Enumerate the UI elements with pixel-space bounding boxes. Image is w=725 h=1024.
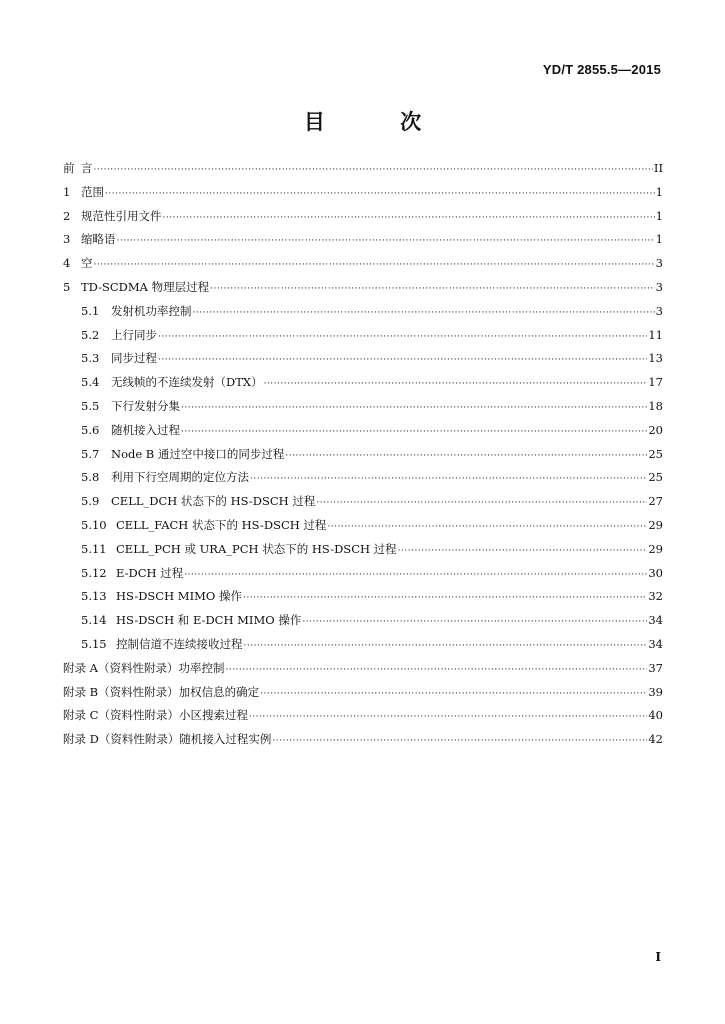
toc-entry[interactable] xyxy=(63,422,663,446)
toc-entry[interactable] xyxy=(63,303,663,327)
table-of-contents xyxy=(63,160,663,755)
toc-entry-title: TD-SCDMA 物理层过程 xyxy=(81,279,210,294)
toc-leader-dots xyxy=(181,403,647,413)
toc-entry[interactable] xyxy=(63,208,663,232)
toc-entry-page: 25 xyxy=(648,446,663,461)
toc-leader-dots xyxy=(316,498,647,508)
toc-entry-page: 29 xyxy=(648,517,663,532)
toc-entry-title: 缩略语 xyxy=(81,232,116,247)
toc-entry-page: 1 xyxy=(655,184,663,199)
toc-leader-dots xyxy=(272,736,647,746)
toc-entry-page: 3 xyxy=(655,256,663,271)
toc-leader-dots xyxy=(302,617,647,627)
toc-entry[interactable] xyxy=(63,565,663,589)
toc-entry-title: 同步过程 xyxy=(111,351,157,366)
page-number: I xyxy=(655,950,661,964)
toc-entry-page: 32 xyxy=(648,589,663,604)
toc-entry-page: 11 xyxy=(648,327,663,342)
toc-entry-title: HS-DSCH MIMO 操作 xyxy=(116,589,242,604)
toc-entry[interactable] xyxy=(63,327,663,351)
document-id: YD/T 2855.5—2015 xyxy=(542,62,661,77)
toc-leader-dots xyxy=(94,165,653,175)
toc-entry-number: 5 xyxy=(63,279,71,294)
toc-entry-page: 3 xyxy=(655,303,663,318)
toc-entry[interactable] xyxy=(63,279,663,303)
toc-entry[interactable] xyxy=(63,255,663,279)
toc-entry-page: 1 xyxy=(655,232,663,247)
toc-entry-title: 附录 A（资料性附录）功率控制 xyxy=(63,660,225,675)
toc-entry-page: 34 xyxy=(648,636,663,651)
toc-entry-page: 27 xyxy=(648,494,663,509)
toc-entry-title: 附录 C（资料性附录）小区搜索过程 xyxy=(63,708,248,723)
toc-entry-number: 5.8 xyxy=(81,470,100,485)
toc-entry-title: 利用下行空周期的定位方法 xyxy=(111,470,249,485)
toc-entry-title: 控制信道不连续接收过程 xyxy=(116,636,243,651)
toc-entry-number: 5.1 xyxy=(81,303,100,318)
toc-entry-title: HS-DSCH 和 E-DCH MIMO 操作 xyxy=(116,613,302,628)
toc-entry-number: 5.4 xyxy=(81,375,100,390)
toc-entry[interactable] xyxy=(63,469,663,493)
toc-entry-page: 13 xyxy=(648,351,663,366)
toc-leader-dots xyxy=(249,712,647,722)
toc-entry-title: 空 xyxy=(81,256,93,271)
toc-entry-number: 5.12 xyxy=(81,565,107,580)
toc-entry-title: Node B 通过空中接口的同步过程 xyxy=(111,446,285,461)
toc-entry-title: 范围 xyxy=(81,184,104,199)
toc-entry-title: 言 xyxy=(81,161,93,175)
toc-leader-dots xyxy=(250,474,647,484)
toc-leader-dots xyxy=(163,213,655,223)
toc-entry-title: 下行发射分集 xyxy=(111,398,180,413)
toc-leader-dots xyxy=(181,427,647,437)
toc-entry-title: CELL_PCH 或 URA_PCH 状态下的 HS-DSCH 过程 xyxy=(116,541,397,556)
toc-leader-dots xyxy=(158,332,647,342)
toc-entry-title: 无线帧的不连续发射（DTX） xyxy=(111,375,263,390)
toc-entry[interactable] xyxy=(63,231,663,255)
toc-leader-dots xyxy=(94,260,655,270)
toc-entry-number: 5.9 xyxy=(81,494,100,509)
toc-entry[interactable] xyxy=(63,660,663,684)
toc-entry[interactable] xyxy=(63,493,663,517)
toc-entry-number: 前 xyxy=(63,161,75,175)
toc-leader-dots xyxy=(193,308,655,318)
toc-entry[interactable] xyxy=(63,160,663,184)
toc-leader-dots xyxy=(327,522,647,532)
toc-entry-page: 40 xyxy=(648,708,663,723)
toc-entry-number: 5.14 xyxy=(81,613,107,628)
toc-entry-title: 上行同步 xyxy=(111,327,157,342)
toc-leader-dots xyxy=(285,451,647,461)
toc-entry-page: 18 xyxy=(648,398,663,413)
toc-entry-title: 规范性引用文件 xyxy=(81,208,162,223)
toc-leader-dots xyxy=(398,546,648,556)
toc-entry-title: 附录 B（资料性附录）加权信息的确定 xyxy=(63,684,260,699)
toc-entry-number: 5.2 xyxy=(81,327,100,342)
toc-entry-title: CELL_FACH 状态下的 HS-DSCH 过程 xyxy=(116,517,327,532)
toc-entry-page: II xyxy=(653,161,663,175)
toc-entry-title: 随机接入过程 xyxy=(111,422,180,437)
toc-entry[interactable] xyxy=(63,731,663,755)
toc-entry-number: 5.3 xyxy=(81,351,100,366)
toc-entry[interactable] xyxy=(63,612,663,636)
toc-entry-number: 4 xyxy=(63,256,71,271)
toc-entry-page: 1 xyxy=(655,208,663,223)
toc-entry-title: E-DCH 过程 xyxy=(116,565,184,580)
toc-entry-number: 1 xyxy=(63,184,71,199)
toc-entry[interactable] xyxy=(63,541,663,565)
toc-entry-page: 20 xyxy=(648,422,663,437)
toc-entry-page: 3 xyxy=(655,279,663,294)
toc-entry[interactable] xyxy=(63,707,663,731)
toc-leader-dots xyxy=(117,236,655,246)
toc-entry-page: 25 xyxy=(648,470,663,485)
toc-entry[interactable] xyxy=(63,184,663,208)
toc-entry[interactable] xyxy=(63,350,663,374)
toc-entry-page: 29 xyxy=(648,541,663,556)
toc-entry[interactable] xyxy=(63,398,663,422)
toc-leader-dots xyxy=(244,641,648,651)
toc-entry[interactable] xyxy=(63,636,663,660)
toc-leader-dots xyxy=(105,189,655,199)
toc-entry-title: 发射机功率控制 xyxy=(111,303,192,318)
toc-entry-number: 2 xyxy=(63,208,71,223)
toc-entry[interactable] xyxy=(63,588,663,612)
toc-entry-number: 5.5 xyxy=(81,398,100,413)
toc-entry[interactable] xyxy=(63,374,663,398)
toc-entry-number: 5.15 xyxy=(81,636,107,651)
toc-entry-page: 17 xyxy=(648,375,663,390)
toc-leader-dots xyxy=(210,284,655,294)
toc-entry[interactable] xyxy=(63,517,663,541)
toc-entry[interactable] xyxy=(63,684,663,708)
toc-entry-number: 3 xyxy=(63,232,71,247)
toc-entry-page: 39 xyxy=(648,684,663,699)
toc-leader-dots xyxy=(158,355,647,365)
toc-entry[interactable] xyxy=(63,446,663,470)
toc-entry-number: 5.13 xyxy=(81,589,107,604)
toc-entry-number: 5.6 xyxy=(81,422,100,437)
toc-leader-dots xyxy=(184,570,647,580)
toc-entry-page: 34 xyxy=(648,613,663,628)
toc-entry-number: 5.11 xyxy=(81,541,107,556)
page-title: 目 次 xyxy=(303,110,456,134)
toc-leader-dots xyxy=(243,593,647,603)
toc-leader-dots xyxy=(260,689,647,699)
toc-leader-dots xyxy=(264,379,648,389)
toc-entry-number: 5.10 xyxy=(81,517,107,532)
toc-leader-dots xyxy=(225,665,647,675)
toc-entry-page: 30 xyxy=(648,565,663,580)
toc-entry-page: 37 xyxy=(648,660,663,675)
toc-entry-number: 5.7 xyxy=(81,446,100,461)
toc-entry-page: 42 xyxy=(648,732,663,747)
toc-entry-title: CELL_DCH 状态下的 HS-DSCH 过程 xyxy=(111,494,316,509)
toc-entry-title: 附录 D（资料性附录）随机接入过程实例 xyxy=(63,732,272,747)
